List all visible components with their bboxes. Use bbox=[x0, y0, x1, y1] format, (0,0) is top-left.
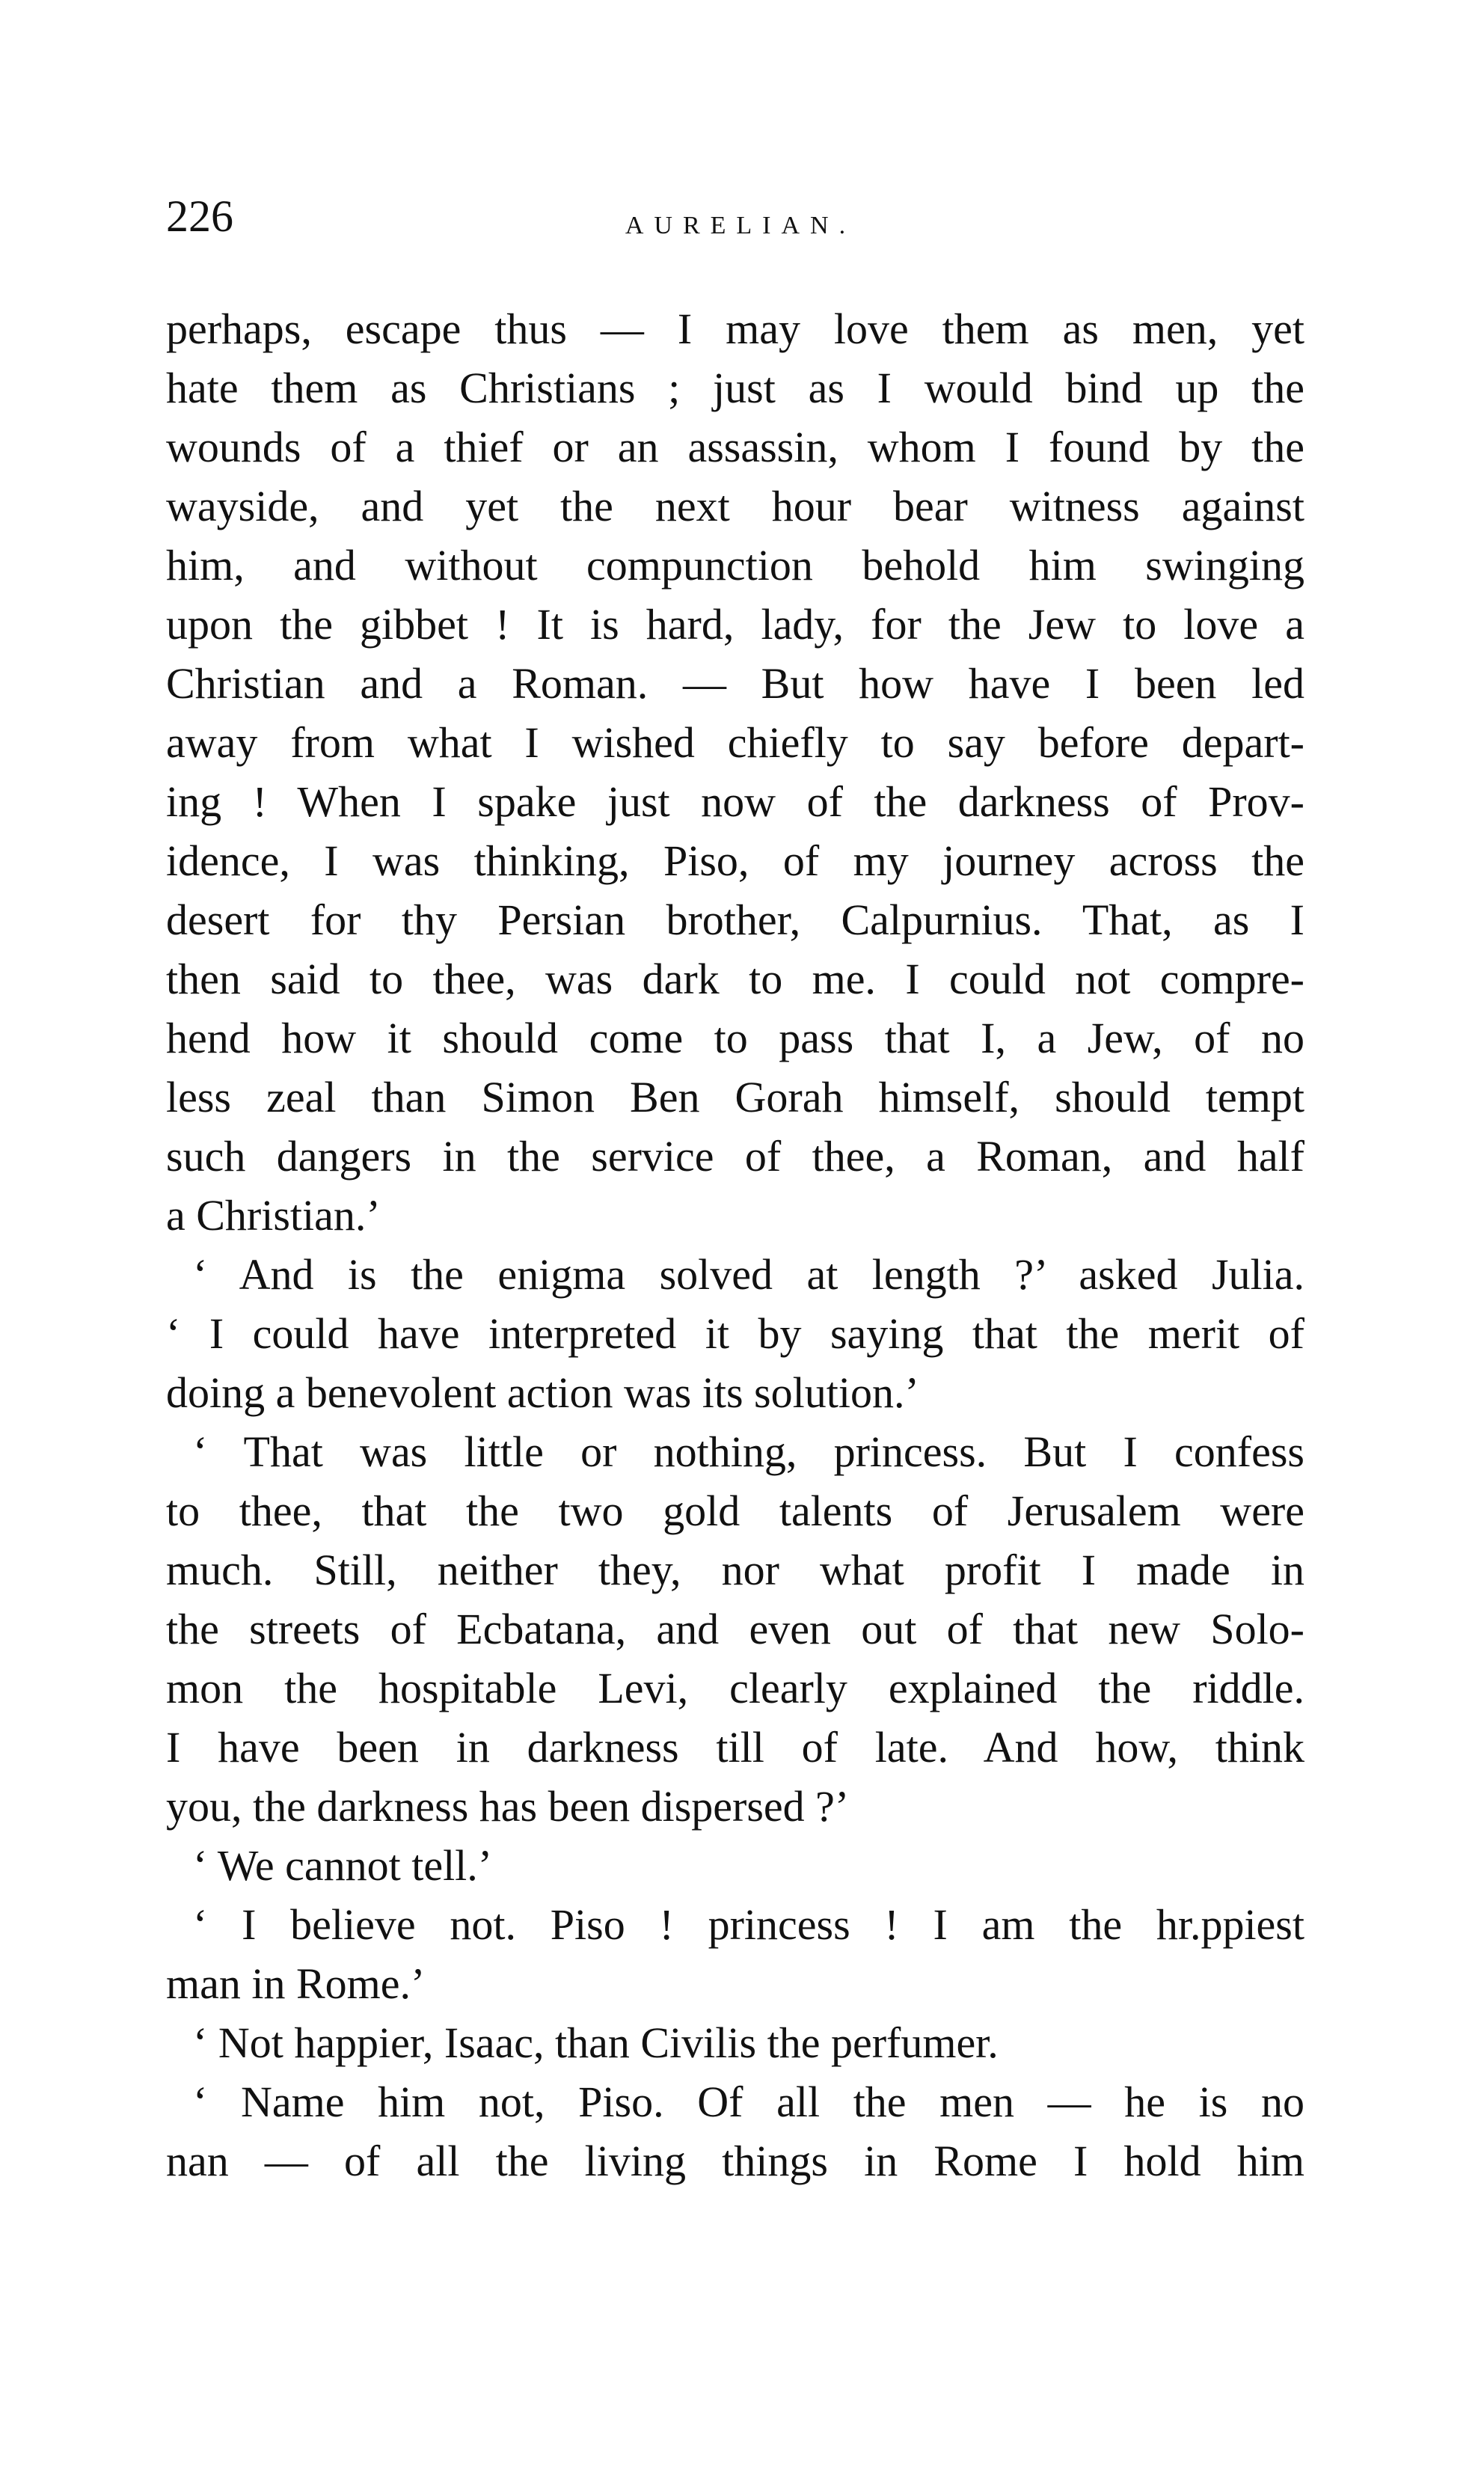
text-line: ‘ That was little or nothing, princess. But I confess bbox=[193, 1427, 1304, 1476]
text-line: mon the hospitable Levi, clearly explained the riddle. bbox=[166, 1664, 1304, 1712]
text-line: ‘ Name him not, Piso. Of all the men — he is no bbox=[193, 2078, 1304, 2126]
text-line: him, and without compunction behold him swinging bbox=[166, 541, 1304, 590]
text-line: much. Still, neither they, nor what profit I made in bbox=[166, 1546, 1304, 1594]
text-line: a Christian.’ bbox=[166, 1191, 381, 1240]
text-line: wounds of a thief or an assassin, whom I found by the bbox=[166, 423, 1304, 471]
text-line: such dangers in the service of thee, a Roman, and half bbox=[166, 1132, 1304, 1181]
text-line: ‘ We cannot tell.’ bbox=[193, 1841, 493, 1890]
text-line: hend how it should come to pass that I, a Jew, of no bbox=[166, 1014, 1304, 1062]
text-line: idence, I was thinking, Piso, of my journey across the bbox=[166, 836, 1304, 885]
text-line: perhaps, escape thus — I may love them as men, yet bbox=[166, 304, 1304, 353]
text-line: less zeal than Simon Ben Gorah himself, should tempt bbox=[166, 1073, 1304, 1121]
text-line: you, the darkness has been dispersed ?’ bbox=[166, 1782, 850, 1831]
text-line: ‘ I believe not. Piso ! princess ! I am the hr.ppiest bbox=[193, 1900, 1304, 1949]
text-line: nan — of all the living things in Rome I hold him bbox=[166, 2137, 1304, 2185]
text-line: then said to thee, was dark to me. I could not compre- bbox=[166, 955, 1304, 1003]
text-line: doing a benevolent action was its solution.’ bbox=[166, 1368, 919, 1417]
text-line: Christian and a Roman. — But how have I been led bbox=[166, 659, 1304, 708]
body-text bbox=[166, 299, 1304, 2190]
text-line: man in Rome.’ bbox=[166, 1959, 426, 2008]
text-line: desert for thy Persian brother, Calpurnius. That, as I bbox=[166, 895, 1304, 944]
text-line: wayside, and yet the next hour bear witness against bbox=[166, 482, 1304, 530]
text-line: ‘ I could have interpreted it by saying that the merit of bbox=[166, 1309, 1304, 1358]
text-line: ‘ Not happier, Isaac, than Civilis the perfumer. bbox=[193, 2018, 999, 2067]
text-line: I have been in darkness till of late. And how, think bbox=[166, 1723, 1304, 1772]
page-number: 226 bbox=[166, 192, 233, 241]
text-line: away from what I wished chiefly to say before depart- bbox=[166, 718, 1304, 767]
text-line: to thee, that the two gold talents of Jerusalem were bbox=[166, 1487, 1304, 1535]
text-line: hate them as Christians ; just as I would bind up the bbox=[166, 364, 1304, 412]
text-line: ‘ And is the enigma solved at length ?’ asked Julia. bbox=[193, 1250, 1304, 1299]
text-line: upon the gibbet ! It is hard, lady, for the Jew to love a bbox=[166, 600, 1304, 649]
text-line: ing ! When I spake just now of the darkness of Prov- bbox=[166, 777, 1304, 826]
text-line: the streets of Ecbatana, and even out of that new Solo- bbox=[166, 1605, 1304, 1653]
running-title: AURELIAN. bbox=[625, 212, 856, 239]
